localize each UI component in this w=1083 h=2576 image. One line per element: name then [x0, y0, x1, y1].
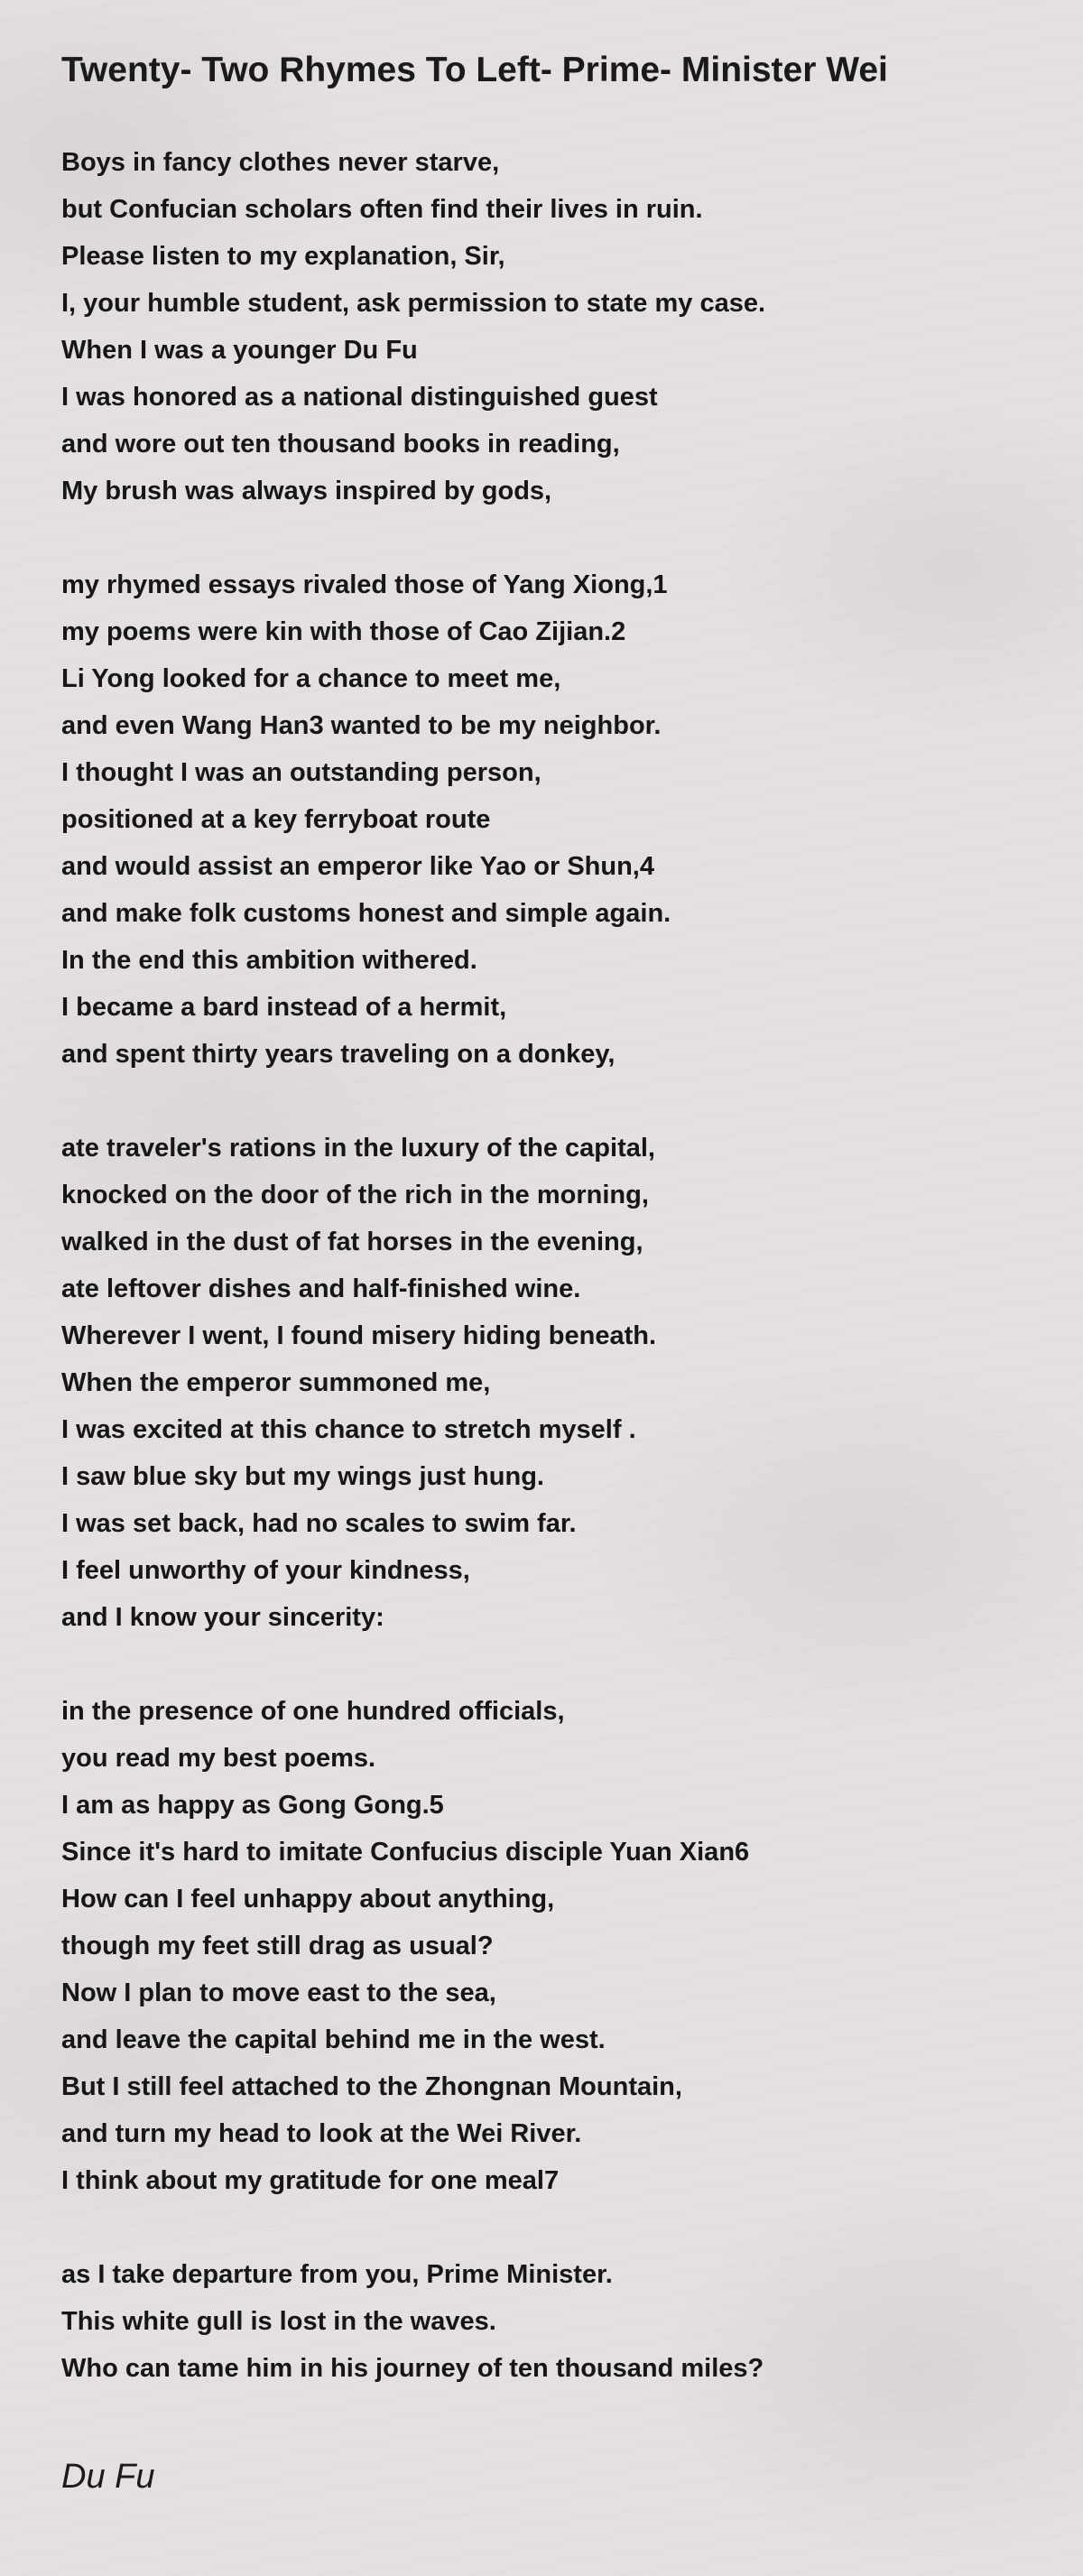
poem-line: and I know your sincerity:	[61, 1603, 384, 1632]
poem-line: as I take departure from you, Prime Minister.	[61, 2260, 613, 2289]
poem-line: positioned at a key ferryboat route	[61, 805, 491, 834]
poem-line: my poems were kin with those of Cao Zijian.2	[61, 617, 626, 646]
poem-line: This white gull is lost in the waves.	[61, 2307, 496, 2336]
poem-line: Wherever I went, I found misery hiding beneath.	[61, 1321, 657, 1350]
poem-author: Du Fu	[61, 2458, 155, 2496]
poem-line: I became a bard instead of a hermit,	[61, 993, 507, 1022]
poem-line: In the end this ambition withered.	[61, 946, 477, 975]
stanza-2	[61, 561, 1036, 1078]
poem-line: I saw blue sky but my wings just hung.	[61, 1462, 544, 1491]
poem-line: walked in the dust of fat horses in the evening,	[61, 1228, 643, 1256]
poem-line: When the emperor summoned me,	[61, 1368, 491, 1397]
stanza-5	[61, 2251, 1036, 2392]
poem-line: and leave the capital behind me in the west.	[61, 2025, 606, 2054]
stanza-4	[61, 1688, 1036, 2204]
poem-line: and spent thirty years traveling on a donkey,	[61, 1040, 616, 1069]
poem-title: Twenty- Two Rhymes To Left- Prime- Minister Wei	[61, 51, 888, 89]
poem-line: Please listen to my explanation, Sir,	[61, 242, 505, 271]
poem-page	[61, 47, 1036, 2500]
poem-line: But I still feel attached to the Zhongnan Mountain,	[61, 2072, 682, 2101]
poem-line: How can I feel unhappy about anything,	[61, 1885, 555, 1913]
poem-line: I, your humble student, ask permission to state my case.	[61, 289, 766, 318]
poem-line: Who can tame him in his journey of ten thousand miles?	[61, 2354, 764, 2383]
poem-line: I feel unworthy of your kindness,	[61, 1556, 470, 1585]
poem-line: Since it's hard to imitate Confucius disciple Yuan Xian6	[61, 1838, 750, 1867]
poem-line: and wore out ten thousand books in reading,	[61, 430, 620, 459]
poem-line: and turn my head to look at the Wei River.	[61, 2119, 582, 2148]
poem-line: ate traveler's rations in the luxury of the capital,	[61, 1134, 655, 1163]
stanza-3	[61, 1125, 1036, 1641]
poem-line: but Confucian scholars often find their lives in ruin.	[61, 195, 703, 224]
poem-line: and make folk customs honest and simple again.	[61, 899, 671, 928]
poem-line: I think about my gratitude for one meal7	[61, 2166, 560, 2195]
poem-line: Li Yong looked for a chance to meet me,	[61, 664, 561, 693]
poem-line: though my feet still drag as usual?	[61, 1932, 494, 1960]
poem-line: I was honored as a national distinguished guest	[61, 383, 658, 412]
poem-line: I was set back, had no scales to swim far.	[61, 1509, 577, 1538]
poem-body	[61, 139, 1036, 2392]
poem-line: knocked on the door of the rich in the morning,	[61, 1181, 649, 1209]
poem-line: ate leftover dishes and half-finished wine.	[61, 1274, 581, 1303]
poem-line: When I was a younger Du Fu	[61, 336, 418, 365]
poem-line: and even Wang Han3 wanted to be my neighbor.	[61, 711, 662, 740]
poem-line: I was excited at this chance to stretch myself .	[61, 1415, 636, 1444]
stanza-1	[61, 139, 1036, 514]
poem-line: Boys in fancy clothes never starve,	[61, 148, 500, 177]
poem-line: my rhymed essays rivaled those of Yang Xiong,1	[61, 570, 668, 599]
poem-line: Now I plan to move east to the sea,	[61, 1978, 496, 2007]
poem-line: and would assist an emperor like Yao or Shun,4	[61, 852, 654, 881]
poem-line: in the presence of one hundred officials,	[61, 1697, 565, 1726]
poem-line: My brush was always inspired by gods,	[61, 477, 552, 505]
poem-line: I thought I was an outstanding person,	[61, 758, 542, 787]
poem-line: you read my best poems.	[61, 1744, 376, 1773]
poem-line: I am as happy as Gong Gong.5	[61, 1791, 444, 1820]
